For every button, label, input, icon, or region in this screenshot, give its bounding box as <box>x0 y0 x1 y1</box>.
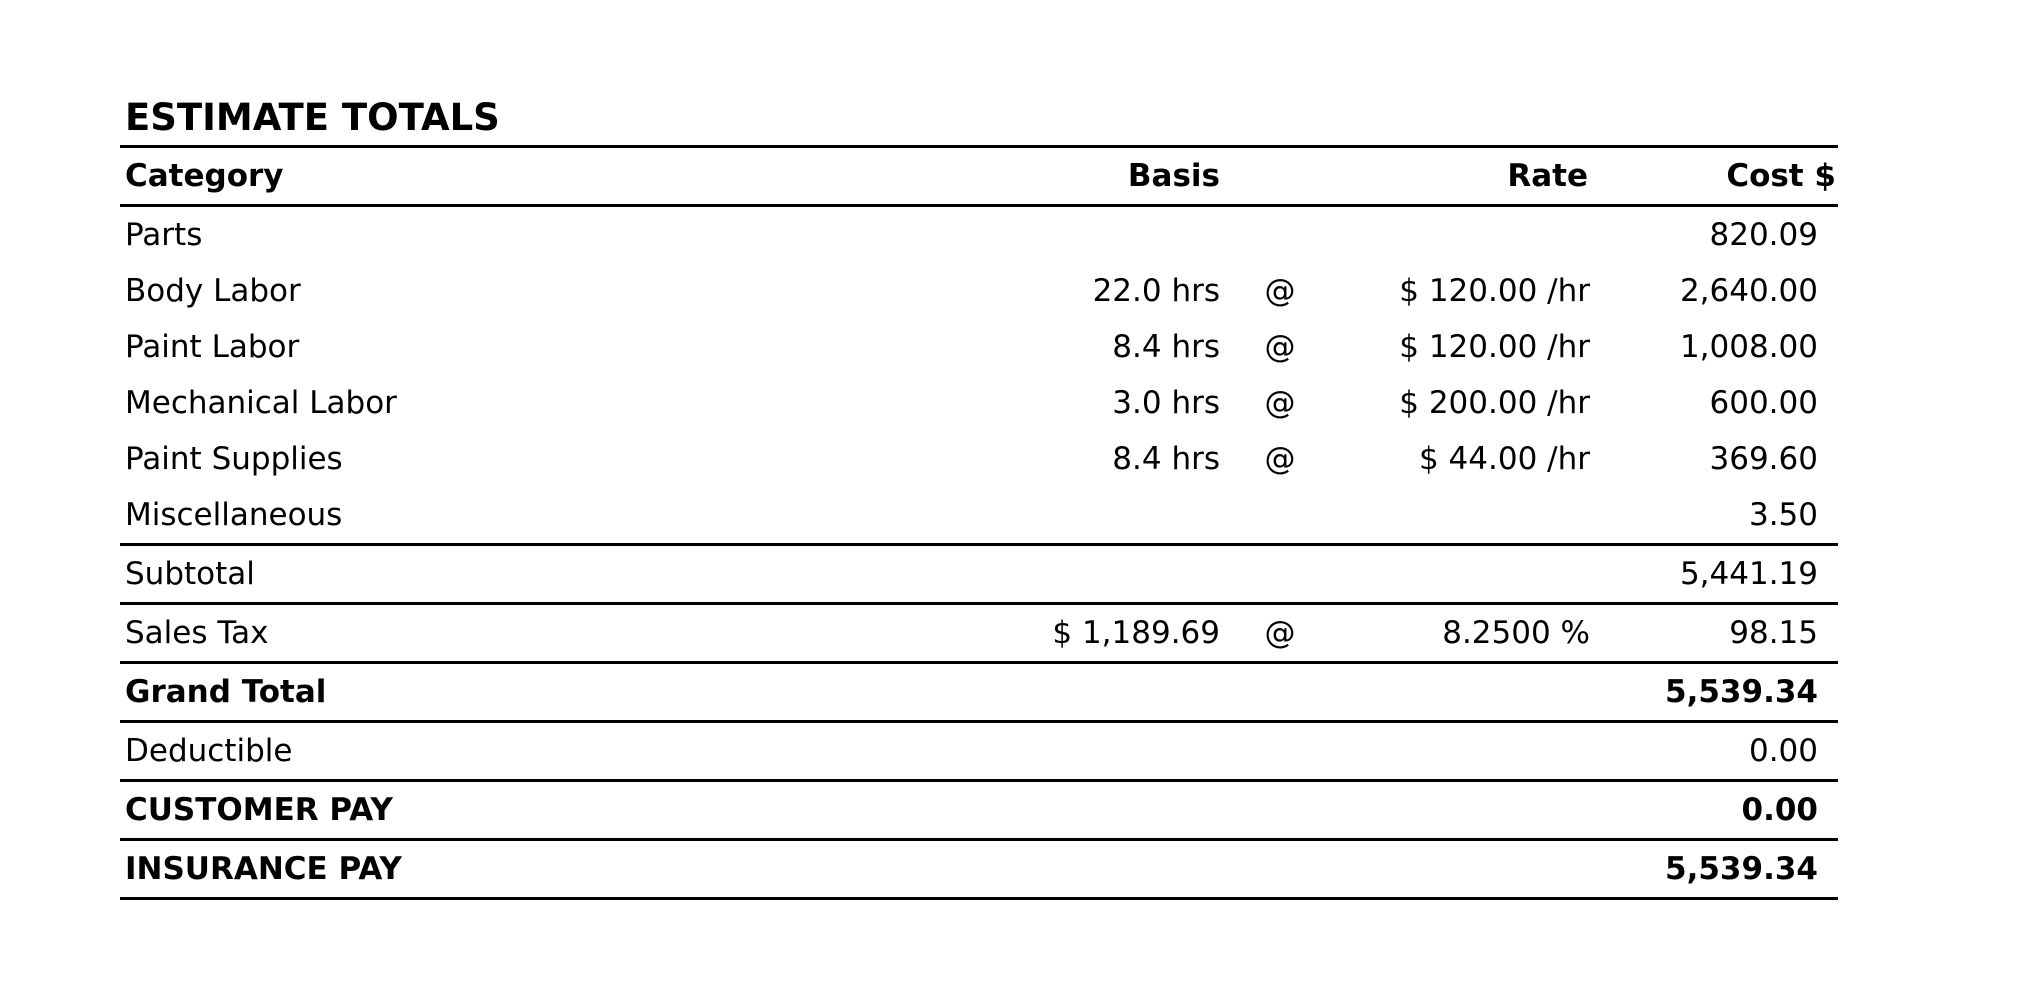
table-row <box>120 663 1838 722</box>
estimate-totals-table <box>120 145 1838 900</box>
header-rate: Rate <box>1340 147 1590 206</box>
row-basis: $ 1,189.69 <box>800 604 1220 663</box>
row-rate <box>1340 545 1590 604</box>
row-category: Sales Tax <box>120 604 800 663</box>
header-category: Category <box>120 147 800 206</box>
table-row <box>120 263 1838 319</box>
row-rate <box>1340 663 1590 722</box>
table-row <box>120 545 1838 604</box>
header-basis: Basis <box>800 147 1220 206</box>
row-basis <box>800 781 1220 840</box>
row-category: INSURANCE PAY <box>120 840 800 899</box>
row-rate: 8.2500 % <box>1340 604 1590 663</box>
table-row <box>120 375 1838 431</box>
row-cost: 5,539.34 <box>1590 840 1838 899</box>
row-cost: 369.60 <box>1709 441 1818 477</box>
row-basis: 22.0 hrs <box>1092 273 1220 309</box>
estimate-totals-section <box>120 90 1838 900</box>
row-rate <box>1340 840 1590 899</box>
row-category: Paint Supplies <box>125 441 343 477</box>
row-at-symbol <box>1220 663 1340 722</box>
row-cost: 1,008.00 <box>1679 329 1818 365</box>
row-basis <box>800 206 1220 264</box>
row-cost: 98.15 <box>1590 604 1838 663</box>
row-rate <box>1340 487 1590 545</box>
row-at-symbol <box>1220 722 1340 781</box>
table-row <box>120 319 1838 375</box>
row-category: Grand Total <box>120 663 800 722</box>
section-title: ESTIMATE TOTALS <box>125 96 500 139</box>
row-at-symbol: @ <box>1264 329 1296 365</box>
table-row <box>120 722 1838 781</box>
row-basis <box>800 722 1220 781</box>
row-basis <box>800 663 1220 722</box>
header-cost: Cost $ <box>1590 147 1838 206</box>
row-category: Mechanical Labor <box>125 385 397 421</box>
row-basis <box>800 545 1220 604</box>
row-rate <box>1340 781 1590 840</box>
row-at-symbol <box>1220 840 1340 899</box>
row-at-symbol <box>1220 545 1340 604</box>
row-cost: 600.00 <box>1709 385 1818 421</box>
row-rate: $ 120.00 /hr <box>1399 329 1590 365</box>
row-at-symbol <box>1220 487 1340 545</box>
row-category: Miscellaneous <box>120 487 800 545</box>
row-rate: $ 44.00 /hr <box>1418 441 1590 477</box>
row-cost: 820.09 <box>1709 217 1818 253</box>
row-cost: 5,441.19 <box>1590 545 1838 604</box>
row-rate: $ 200.00 /hr <box>1399 385 1590 421</box>
row-cost: 0.00 <box>1590 722 1838 781</box>
table-row <box>120 431 1838 487</box>
table-row <box>120 487 1838 545</box>
row-basis: 8.4 hrs <box>1112 329 1220 365</box>
row-at-symbol: @ <box>1264 273 1296 309</box>
row-at-symbol <box>1220 781 1340 840</box>
row-basis <box>800 840 1220 899</box>
row-category: CUSTOMER PAY <box>120 781 800 840</box>
table-row <box>120 840 1838 899</box>
row-category: Body Labor <box>125 273 301 309</box>
row-at-symbol: @ <box>1220 604 1340 663</box>
row-at-symbol: @ <box>1264 441 1296 477</box>
row-rate <box>1340 206 1590 264</box>
row-category: Paint Labor <box>125 329 300 365</box>
row-cost: 5,539.34 <box>1590 663 1838 722</box>
row-at-symbol: @ <box>1264 385 1296 421</box>
header-at-spacer <box>1220 147 1340 206</box>
row-basis: 3.0 hrs <box>1112 385 1220 421</box>
row-at-symbol <box>1220 206 1340 264</box>
table-row <box>120 604 1838 663</box>
row-cost: 2,640.00 <box>1679 273 1818 309</box>
row-category: Parts <box>125 217 203 253</box>
table-row <box>120 781 1838 840</box>
row-cost: 3.50 <box>1590 487 1838 545</box>
row-rate <box>1340 722 1590 781</box>
table-row <box>120 206 1838 264</box>
table-header-row <box>120 147 1838 206</box>
row-basis: 8.4 hrs <box>1112 441 1220 477</box>
row-category: Deductible <box>120 722 800 781</box>
row-basis <box>800 487 1220 545</box>
row-category: Subtotal <box>120 545 800 604</box>
table-body <box>120 206 1838 899</box>
row-rate: $ 120.00 /hr <box>1399 273 1590 309</box>
row-cost: 0.00 <box>1590 781 1838 840</box>
